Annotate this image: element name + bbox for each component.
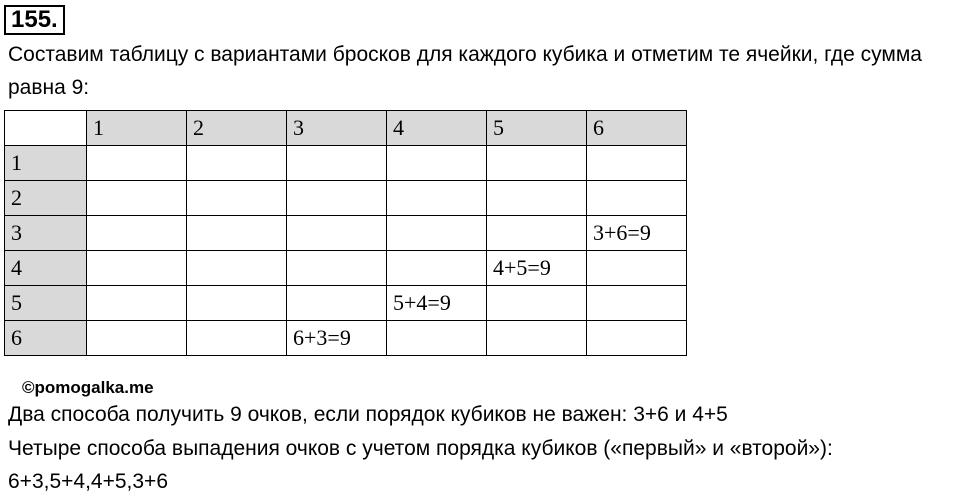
table-cell: 5+4=9 (387, 286, 487, 321)
table-cell (87, 181, 187, 216)
table-cell (187, 146, 287, 181)
table-cell (387, 321, 487, 356)
table-row (5, 286, 687, 321)
row-header: 2 (5, 181, 87, 216)
watermark: ©pomogalka.me (22, 378, 154, 397)
column-header: 2 (187, 111, 287, 146)
row-header: 5 (5, 286, 87, 321)
row-header: 4 (5, 251, 87, 286)
table-row (5, 146, 687, 181)
table-cell (387, 181, 487, 216)
table-cell (587, 146, 687, 181)
table-cell: 4+5=9 (487, 251, 587, 286)
table-cell (287, 216, 387, 251)
column-header: 3 (287, 111, 387, 146)
table-cell (287, 251, 387, 286)
table-row (5, 251, 687, 286)
table-cell (387, 251, 487, 286)
table-cell (287, 286, 387, 321)
table-cell (187, 286, 287, 321)
column-header: 4 (387, 111, 487, 146)
column-header: 5 (487, 111, 587, 146)
table-cell (187, 216, 287, 251)
result-line: Четыре способа выпадения очков с учетом порядка кубиков («первый» и «второй»): (8, 437, 833, 460)
table-cell (487, 321, 587, 356)
result-line: Два способа получить 9 очков, если порядок кубиков не важен: 3+6 и 4+5 (8, 403, 728, 426)
row-header: 3 (5, 216, 87, 251)
table-cell (587, 321, 687, 356)
table-cell (87, 251, 187, 286)
table-cell: 6+3=9 (287, 321, 387, 356)
table-cell (187, 321, 287, 356)
table-cell (87, 286, 187, 321)
column-header: 1 (87, 111, 187, 146)
table-row (5, 321, 687, 356)
intro-text: Составим таблицу с вариантами бросков для каждого кубика и отметим те ячейки, где сумма равна 9: (8, 43, 922, 99)
table-cell (87, 146, 187, 181)
result-line: 6+3,5+4,4+5,3+6 (8, 470, 168, 493)
table-cell (187, 181, 287, 216)
table-cell (387, 216, 487, 251)
table-cell (487, 216, 587, 251)
dice-sum-table (4, 110, 687, 356)
table-cell (387, 146, 487, 181)
table-cell: 3+6=9 (587, 216, 687, 251)
table-cell (187, 251, 287, 286)
table-header-row (5, 111, 687, 146)
table-cell (587, 286, 687, 321)
table-cell (287, 181, 387, 216)
table-corner-cell (5, 111, 87, 146)
table-cell (587, 181, 687, 216)
table-cell (487, 181, 587, 216)
table-row (5, 216, 687, 251)
table-cell (487, 286, 587, 321)
table-cell (87, 216, 187, 251)
table-cell (587, 251, 687, 286)
row-header: 1 (5, 146, 87, 181)
table-cell (87, 321, 187, 356)
table-row (5, 181, 687, 216)
table-cell (487, 146, 587, 181)
row-header: 6 (5, 321, 87, 356)
task-number: 155. (4, 5, 65, 35)
table-cell (287, 146, 387, 181)
column-header: 6 (587, 111, 687, 146)
